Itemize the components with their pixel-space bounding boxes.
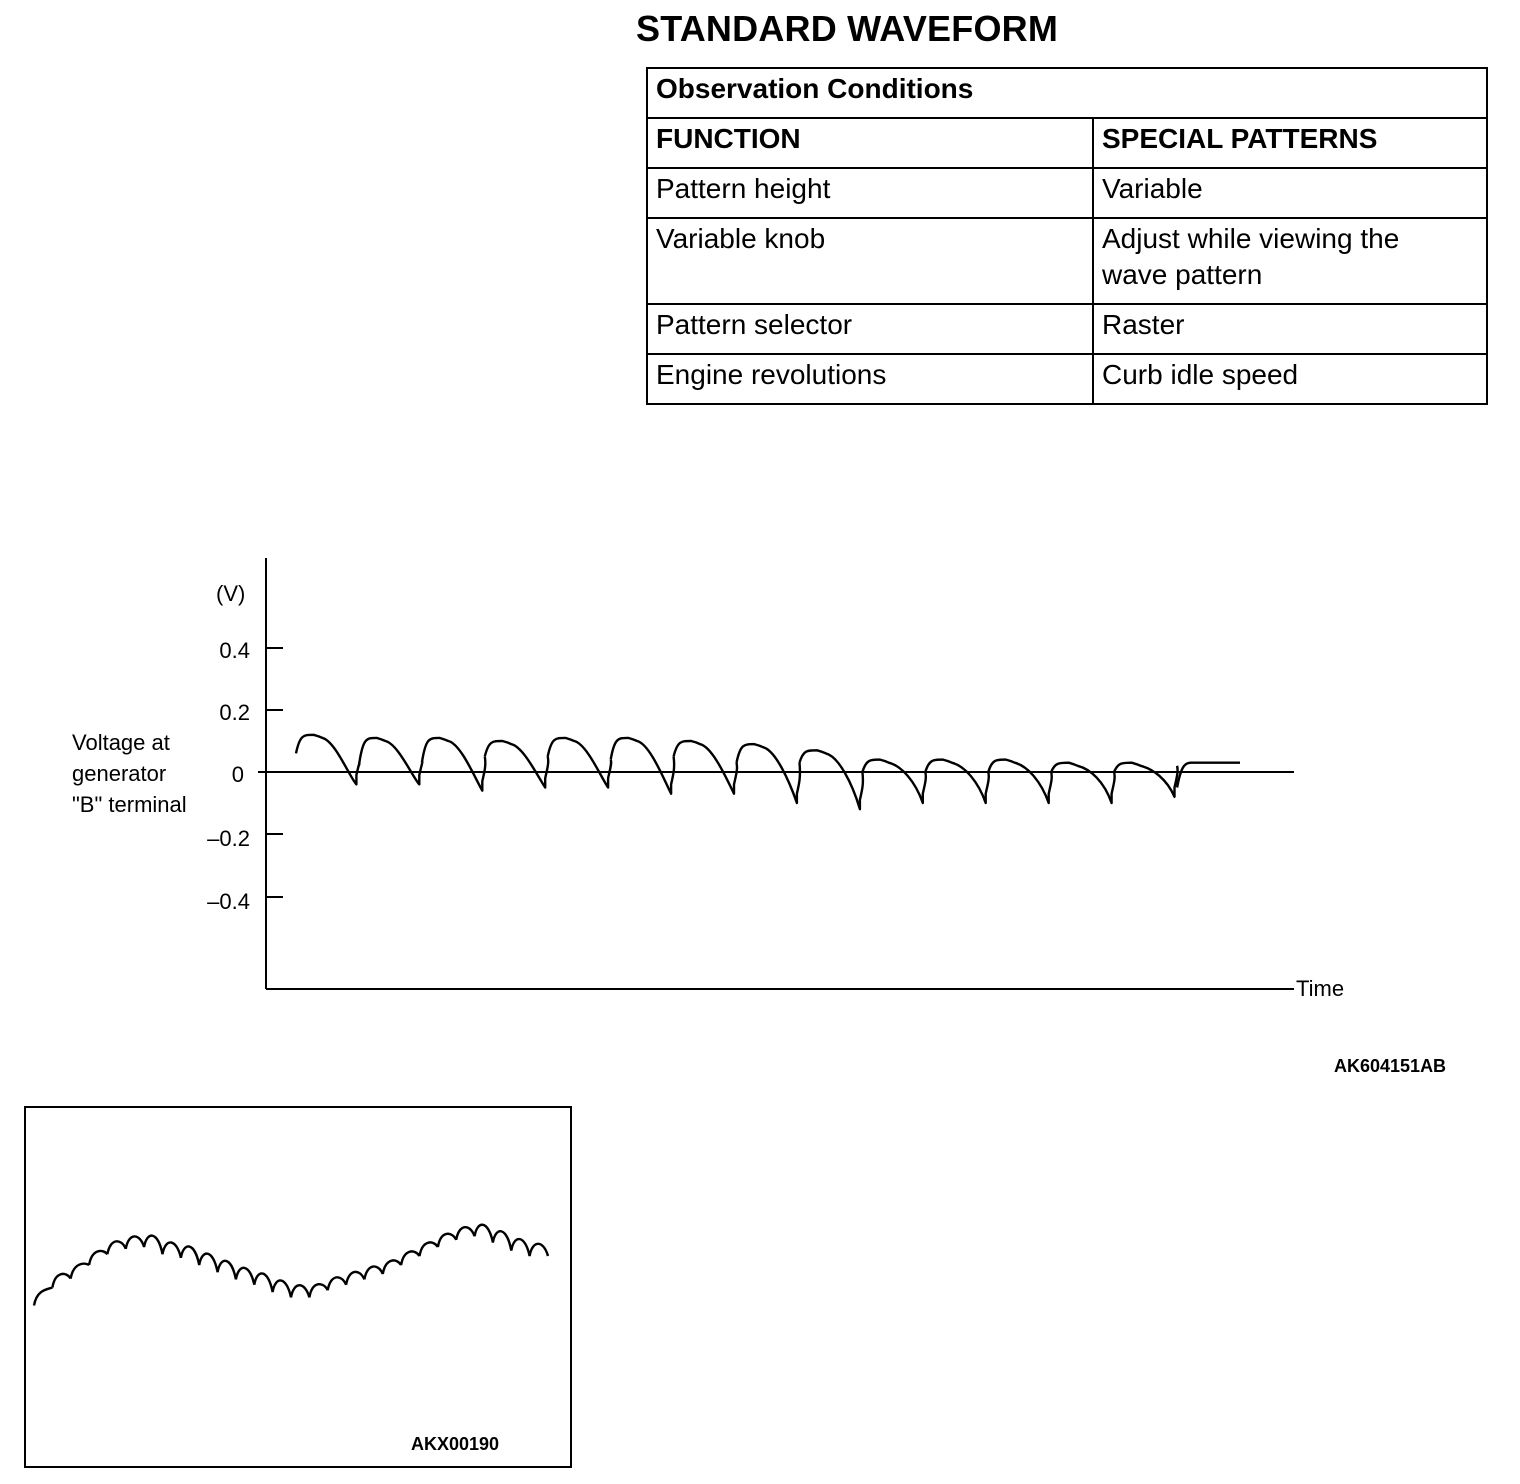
row-pattern: Curb idle speed xyxy=(1093,354,1487,404)
figure-frame xyxy=(25,1107,571,1467)
y-tick-label: 0.2 xyxy=(219,700,250,725)
y-axis-label-line: generator xyxy=(72,761,167,786)
y-tick-label: 0.4 xyxy=(219,638,250,663)
y-tick-label: –0.2 xyxy=(207,826,250,851)
y-unit-label: (V) xyxy=(216,581,246,606)
figure-code: AKX00190 xyxy=(411,1434,500,1454)
raster-waveform-line xyxy=(34,1225,548,1306)
header-special-patterns: SPECIAL PATTERNS xyxy=(1093,118,1487,168)
row-pattern: Adjust while viewing the wave pattern xyxy=(1093,218,1487,304)
row-pattern: Raster xyxy=(1093,304,1487,354)
y-tick-label: –0.4 xyxy=(207,889,250,914)
page-title: STANDARD WAVEFORM xyxy=(636,8,1059,49)
row-function: Pattern height xyxy=(647,168,1093,218)
table-caption: Observation Conditions xyxy=(647,68,1487,118)
row-function: Variable knob xyxy=(647,218,1093,304)
row-function: Engine revolutions xyxy=(647,354,1093,404)
y-tick-label: 0 xyxy=(231,762,244,787)
row-pattern: Variable xyxy=(1093,168,1487,218)
figure-code: AK604151AB xyxy=(1334,1056,1447,1076)
main-chart xyxy=(72,558,1446,1076)
y-axis-label-line: Voltage at xyxy=(72,730,170,755)
row-function: Pattern selector xyxy=(647,304,1093,354)
y-axis-label-line: "B" terminal xyxy=(72,792,187,817)
raster-figure xyxy=(25,1107,571,1467)
x-axis-label: Time xyxy=(1296,976,1345,1001)
header-function: FUNCTION xyxy=(647,118,1093,168)
